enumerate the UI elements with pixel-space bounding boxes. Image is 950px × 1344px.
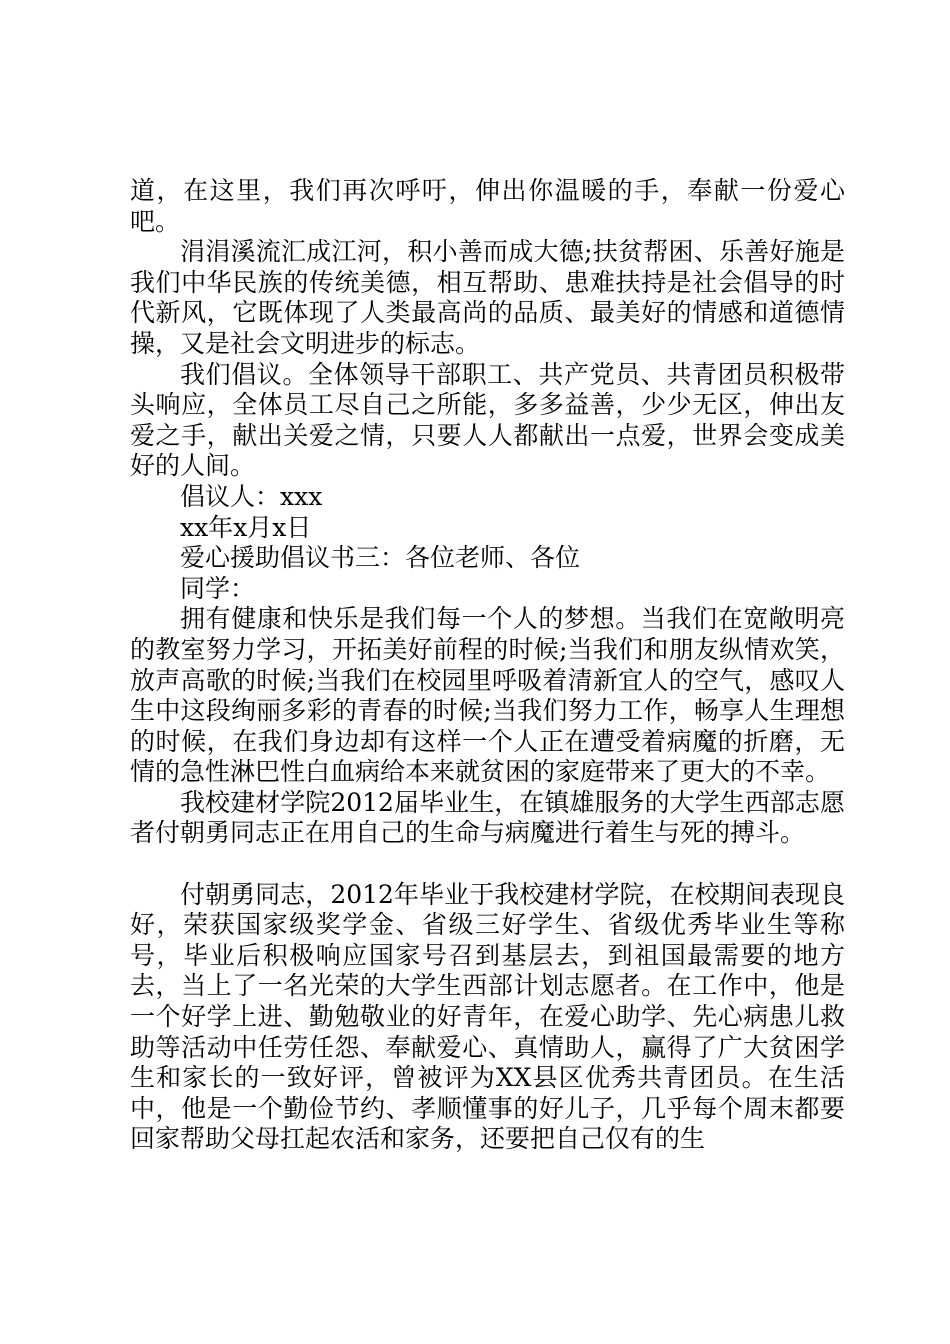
paragraph-appeal-end: 道，在这里，我们再次呼吁，伸出你温暖的手，奉献一份爱心吧。 [130,176,845,236]
date-line: xx年x月x日 [180,512,312,542]
salutation: 同学： [180,573,256,603]
paragraph-proposal: 我们倡议。全体领导干部职工、共产党员、共青团员积极带头响应，全体员工尽自己之所能，多多益善，少少无区，伸出友爱之手，献出关爱之情，只要人人都献出一点爱，世界会变成美好的人间。 [130,359,845,481]
section-heading-three: 爱心援助倡议书三：各位老师、各位 [180,543,581,573]
paragraph-biography: 付朝勇同志，2012年毕业于我校建材学院，在校期间表现良好，荣获国家级奖学金、省级三好学生、省级优秀毕业生等称号，毕业后积极响应国家号召到基层去，到祖国最需要的地方去，当上了一名光荣的大学生西部计划志愿者。在工作中，他是一个好学上进、勤勉敬业的好青年，在爱心助学、先心病患儿救助等活动中任劳任怨、奉献爱心、真情助人，赢得了广大贫困学生和家长的一致好评，曾被评为XX县区优秀共青团员。在生活中，他是一个勤俭节约、孝顺懂事的好儿子，几乎每个周末都要回家帮助父母扛起农活和家务，还要把自己仅有的生 [130,879,845,1154]
paragraph-dream: 拥有健康和快乐是我们每一个人的梦想。当我们在宽敞明亮的教室努力学习，开拓美好前程的时候;当我们和朋友纵情欢笑，放声高歌的时候;当我们在校园里呼吸着清新宜人的空气，感叹人生中这段绚丽多彩的青春的时候;当我们努力工作，畅享人生理想的时候，在我们身边却有这样一个人正在遭受着病魔的折磨，无情的急性淋巴性白血病给本来就贫困的家庭带来了更大的不幸。 [130,604,845,787]
paragraph-graduate: 我校建材学院2012届毕业生，在镇雄服务的大学生西部志愿者付朝勇同志正在用自己的生命与病魔进行着生与死的搏斗。 [130,787,845,848]
proposer-line: 倡议人：xxx [180,481,323,511]
blank-line [130,849,845,880]
paragraph-virtue: 涓涓溪流汇成江河，积小善而成大德;扶贫帮困、乐善好施是我们中华民族的传统美德，相互帮助、患难扶持是社会倡导的时代新风，它既体现了人类最高尚的品质、最美好的情感和道德情操，又是社会文明进步的标志。 [130,237,845,358]
document-body [130,176,845,1155]
